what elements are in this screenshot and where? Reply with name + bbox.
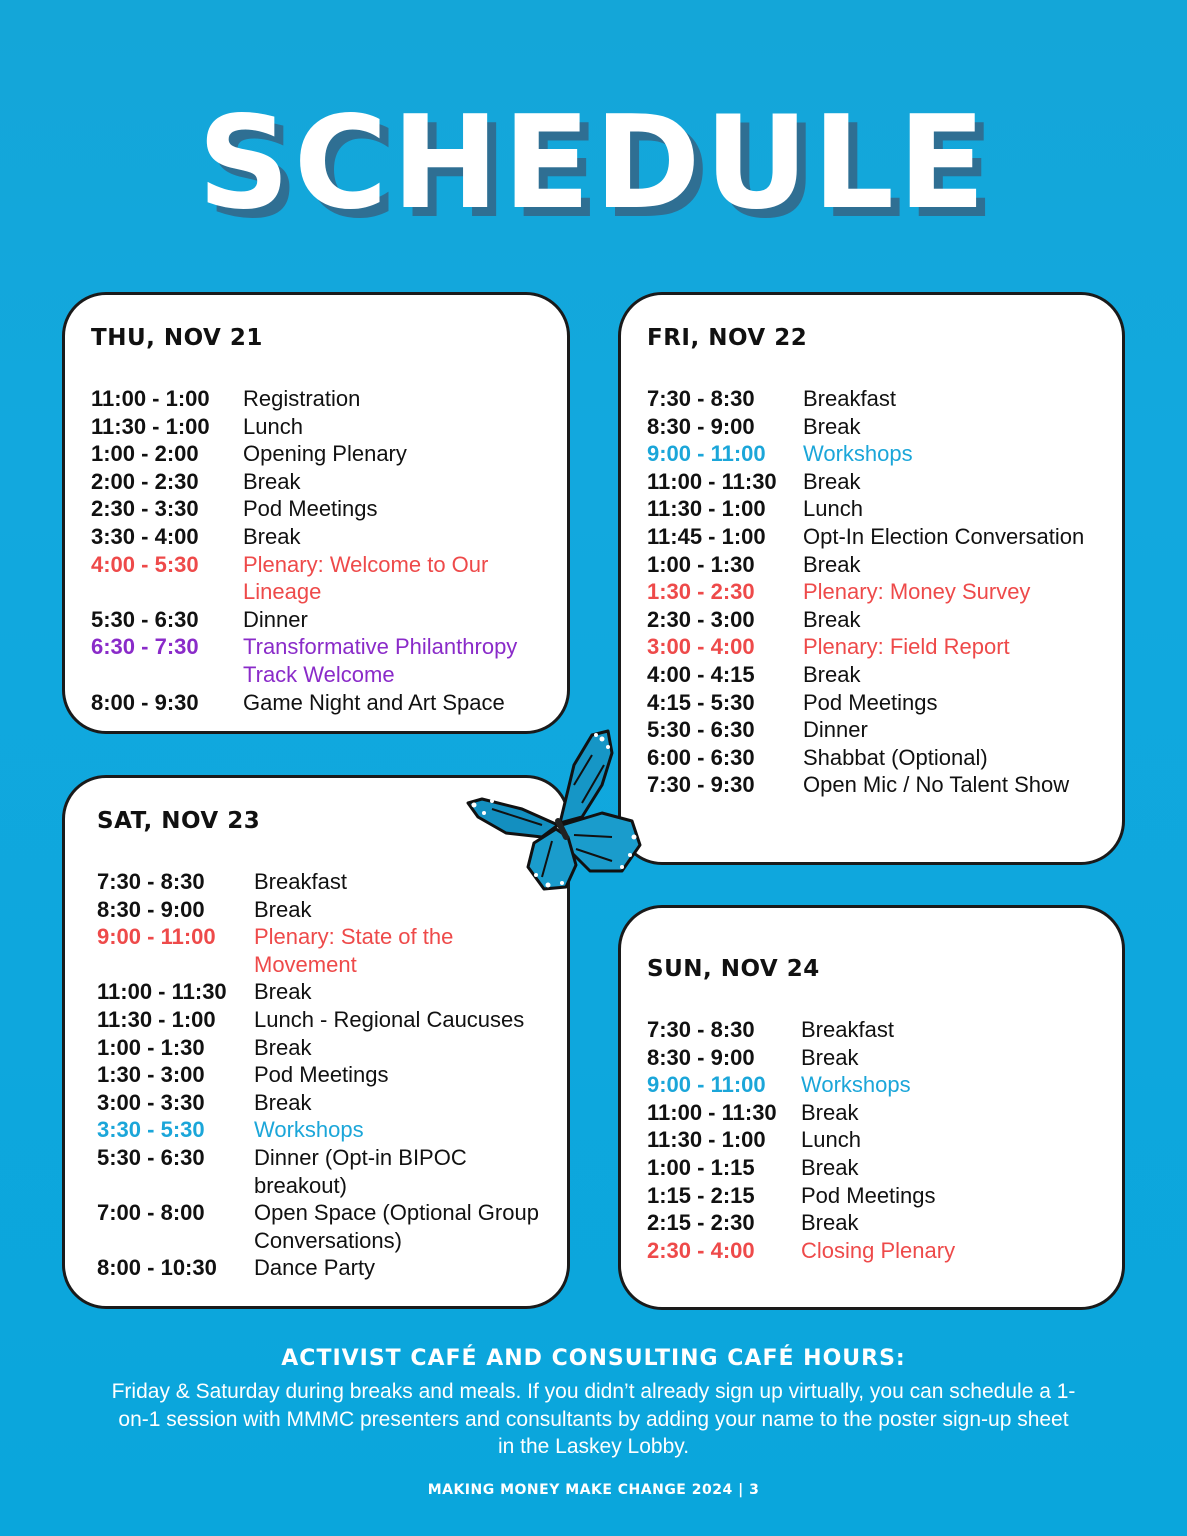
schedule-row [97,978,557,1006]
time-range: 1:30 - 2:30 [647,579,755,605]
time-range: 7:00 - 8:00 [97,1200,205,1226]
schedule-row [97,1006,557,1034]
activity: Pod Meetings [243,496,378,522]
activity: Break [801,1210,859,1236]
activity: Break [803,661,861,687]
schedule-row [647,413,1112,441]
activity: Opening Plenary [243,441,407,467]
schedule-row [91,413,547,441]
activity: Break [254,979,312,1005]
time-range: 2:30 - 3:30 [91,496,199,522]
activity: Pod Meetings [801,1182,936,1208]
time-range: 1:00 - 1:30 [647,551,755,577]
time-range: 8:00 - 10:30 [97,1255,217,1281]
day-heading: FRI, NOV 22 [647,325,808,351]
activity: Plenary: Welcome to Our Lineage [243,551,489,605]
time-range: 2:00 - 2:30 [91,468,199,494]
activity: Breakfast [801,1017,894,1042]
activity: Break [254,896,312,922]
time-range: 8:00 - 9:30 [91,689,199,715]
schedule-row [647,606,1112,634]
time-range: 3:00 - 4:00 [647,634,755,660]
activity: Break [803,551,861,577]
time-range: 4:00 - 4:15 [647,661,755,687]
activity: Breakfast [803,386,896,411]
day-heading: THU, NOV 21 [91,325,263,351]
time-range: 4:00 - 5:30 [91,551,199,577]
schedule-row [647,771,1112,799]
page-title: SCHEDULE [197,89,990,238]
time-range: 11:30 - 1:00 [647,1127,766,1153]
schedule-row [97,1199,557,1254]
time-range: 11:30 - 1:00 [91,413,210,439]
day-heading: SUN, NOV 24 [647,956,820,982]
cafe-hours-title: ACTIVIST CAFÉ AND CONSULTING CAFÉ HOURS: [281,1346,906,1371]
schedule-row [647,1044,1112,1072]
schedule-list [647,1016,1112,1264]
time-range: 7:30 - 8:30 [647,1017,755,1042]
schedule-row [91,495,547,523]
time-range: 5:30 - 6:30 [647,717,755,743]
time-range: 11:00 - 11:30 [97,979,227,1005]
time-range: 3:00 - 3:30 [97,1089,205,1115]
activity: Break [803,413,861,439]
time-range: 8:30 - 9:00 [647,1044,755,1070]
schedule-row [647,495,1112,523]
activity: Closing Plenary [801,1237,956,1263]
time-range: 3:30 - 5:30 [97,1117,205,1143]
page-footer: MAKING MONEY MAKE CHANGE 2024 | 3 [427,1482,760,1498]
activity: Break [254,1034,312,1060]
butterfly-icon [462,725,652,895]
activity: Break [243,468,301,494]
cafe-hours-text: Friday & Saturday during breaks and meals. If you didn’t already sign up virtually, you can schedule a 1-on-1 session with MMMC presenters and consultants by adding your name to the poster sign-up sheet in the Laskey Lobby. [111,1380,1076,1458]
time-range: 3:30 - 4:00 [91,523,199,549]
schedule-row [647,1209,1112,1237]
time-range: 7:30 - 8:30 [97,869,205,894]
schedule-row [91,468,547,496]
activity: Dinner (Opt-in BIPOC breakout) [254,1144,467,1198]
activity: Breakfast [254,869,347,894]
activity: Open Mic / No Talent Show [803,772,1070,798]
activity: Break [254,1089,312,1115]
day-card-fri [618,292,1125,865]
activity: Break [803,468,861,494]
schedule-row [97,1254,557,1282]
time-range: 1:00 - 2:00 [91,441,199,467]
activity: Game Night and Art Space [243,689,505,715]
schedule-row [647,1016,1112,1044]
schedule-row [647,689,1112,717]
schedule-row [91,633,547,688]
schedule-row [647,1099,1112,1127]
activity: Lunch [803,496,863,522]
activity: Workshops [803,441,913,467]
schedule-row [647,468,1112,496]
schedule-row [647,1154,1112,1182]
schedule-row [91,523,547,551]
activity: Pod Meetings [254,1062,389,1088]
time-range: 2:30 - 3:00 [647,606,755,632]
day-heading: SAT, NOV 23 [97,808,261,834]
activity: Transformative Philanthropy Track Welcome [243,634,518,687]
time-range: 1:00 - 1:15 [647,1154,755,1180]
activity: Opt-In Election Conversation [803,523,1085,549]
schedule-row [91,440,547,468]
schedule-row [647,1126,1112,1154]
time-range: 11:00 - 11:30 [647,468,777,494]
activity: Lunch [801,1127,861,1153]
schedule-list [97,868,557,1282]
schedule-row [647,385,1112,413]
activity: Dance Party [254,1255,376,1281]
schedule-row [91,551,547,606]
schedule-list [91,385,547,716]
schedule-row [647,523,1112,551]
time-range: 5:30 - 6:30 [91,606,199,632]
time-range: 9:00 - 11:00 [647,1072,766,1098]
time-range: 11:00 - 1:00 [91,386,210,411]
time-range: 6:00 - 6:30 [647,744,755,770]
time-range: 7:30 - 9:30 [647,772,755,798]
schedule-row [647,1071,1112,1099]
schedule-row [647,716,1112,744]
activity: Registration [243,386,361,411]
schedule-row [647,1182,1112,1210]
activity: Lunch [243,413,303,439]
activity: Lunch - Regional Caucuses [254,1006,525,1032]
schedule-row [97,1061,557,1089]
activity: Workshops [254,1117,364,1143]
activity: Dinner [243,606,308,632]
schedule-row [97,1144,557,1199]
time-range: 9:00 - 11:00 [647,441,766,467]
activity: Break [801,1044,859,1070]
schedule-row [647,440,1112,468]
time-range: 1:00 - 1:30 [97,1034,205,1060]
activity: Break [243,523,301,549]
schedule-row [647,633,1112,661]
time-range: 1:30 - 3:00 [97,1062,205,1088]
activity: Shabbat (Optional) [803,744,988,770]
schedule-row [647,578,1112,606]
time-range: 11:30 - 1:00 [97,1006,216,1032]
schedule-row [97,1116,557,1144]
schedule-row [647,661,1112,689]
time-range: 6:30 - 7:30 [91,634,199,660]
activity: Dinner [803,717,868,743]
activity: Plenary: Field Report [803,634,1010,660]
time-range: 11:45 - 1:00 [647,523,766,549]
time-range: 1:15 - 2:15 [647,1182,755,1208]
time-range: 11:00 - 11:30 [647,1099,777,1125]
activity: Plenary: State of the Movement [254,924,454,977]
time-range: 9:00 - 11:00 [97,924,216,950]
schedule-list [647,385,1112,799]
schedule-row [97,896,557,924]
activity: Workshops [801,1072,911,1098]
day-card-sun [618,905,1125,1310]
time-range: 11:30 - 1:00 [647,496,766,522]
time-range: 8:30 - 9:00 [97,896,205,922]
time-range: 8:30 - 9:00 [647,413,755,439]
time-range: 5:30 - 6:30 [97,1144,205,1170]
time-range: 7:30 - 8:30 [647,386,755,411]
schedule-row [91,606,547,634]
time-range: 4:15 - 5:30 [647,689,755,715]
schedule-row [91,385,547,413]
time-range: 2:30 - 4:00 [647,1237,755,1263]
activity: Plenary: Money Survey [803,579,1031,605]
schedule-row [97,1034,557,1062]
activity: Break [801,1099,859,1125]
activity: Pod Meetings [803,689,938,715]
day-card-thu [62,292,570,734]
schedule-row [647,1237,1112,1265]
schedule-row [97,1089,557,1117]
schedule-row [647,744,1112,772]
activity: Break [803,606,861,632]
schedule-row [97,923,557,978]
activity: Break [801,1154,859,1180]
schedule-row [91,689,547,717]
activity: Open Space (Optional Group Conversations) [254,1200,539,1253]
schedule-row [647,551,1112,579]
time-range: 2:15 - 2:30 [647,1210,755,1236]
